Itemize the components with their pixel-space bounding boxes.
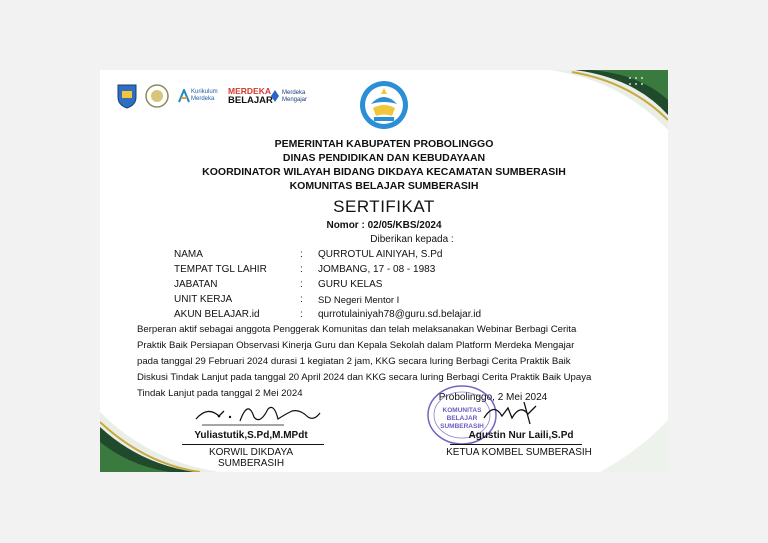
institution-seal-icon [144,84,170,108]
field-value-ttl: JOMBANG, 17 - 08 - 1983 [318,264,436,275]
body-line: Praktik Baik Persiapan Observasi Kinerja Guru dan Kepala Sekolah dalam Platform Merdeka Mengajar [137,340,575,351]
merdeka-mengajar-text: Merdeka Mengajar [282,90,308,103]
given-to-label: Diberikan kepada : [370,234,454,245]
field-value-nama: QURROTUL AINIYAH, S.Pd [318,249,443,260]
header-line-4: KOMUNITAS BELAJAR SUMBERASIH [289,180,479,192]
certificate [100,70,668,472]
signature-right-icon [480,398,560,428]
field-colon: : [300,279,303,290]
left-signatory-name: Yuliastutik,S.Pd,M.MPdt [194,430,308,441]
corner-decoration-top-right [530,70,668,140]
merdeka-mengajar-logo-icon [270,89,280,103]
merdeka-belajar-logo: MERDEKA BELAJAR [228,86,273,106]
certificate-number: Nomor : 02/05/KBS/2024 [326,220,442,231]
field-label-jabatan: JABATAN [174,279,218,290]
field-colon: : [300,294,303,305]
field-colon: : [300,264,303,275]
regency-emblem-icon [116,83,138,109]
left-signature-underline [182,444,324,445]
left-signatory-role: KORWIL DIKDAYA SUMBERASIH [208,447,294,469]
signature-left-icon [188,397,328,431]
field-colon: : [300,249,303,260]
place-and-date: Probolinggo, 2 Mei 2024 [438,392,548,403]
body-line: Diskusi Tindak Lanjut pada tanggal 20 April 2024 dan KKG secara luring Berbagi Cerita Praktik Baik Upaya [137,372,592,383]
field-colon: : [300,309,303,320]
field-label-nama: NAMA [174,249,203,260]
tut-wuri-handayani-emblem-icon [359,80,409,130]
kurikulum-merdeka-logo-icon [178,89,190,103]
field-value-akun: qurrotulainiyah78@guru.sd.belajar.id [318,309,482,320]
stamp-text: KOMUNITAS BELAJAR SUMBERASIH [440,407,484,430]
body-line: Berperan aktif sebagai anggota Penggerak Komunitas dan telah melaksanakan Webinar Berbagi Cerita [137,324,577,335]
right-signature-underline [450,444,582,445]
header-line-1: PEMERINTAH KABUPATEN PROBOLINGGO [274,138,494,150]
field-value-jabatan: GURU KELAS [318,279,383,290]
body-line: pada tanggal 29 Februari 2024 durasi 1 kegiatan 2 jam, KKG secara luring Berbagi Cerita Praktik Baik [137,356,571,367]
corner-decoration-bottom-right [600,420,668,472]
right-signatory-role: KETUA KOMBEL SUMBERASIH [446,447,592,458]
certificate-title: SERTIFIKAT [333,197,435,216]
header-line-2: DINAS PENDIDIKAN DAN KEBUDAYAAN [282,152,486,164]
right-signatory-name: Agustin Nur Laili,S.Pd [468,430,574,441]
field-label-ttl: TEMPAT TGL LAHIR [174,264,267,275]
field-label-unit-kerja: UNIT KERJA [174,294,233,305]
field-label-akun: AKUN BELAJAR.id [174,309,260,320]
header-line-3: KOORDINATOR WILAYAH BIDANG DIKDAYA KECAMATAN SUMBERASIH [202,166,566,178]
field-value-unit-kerja: SD Negeri Mentor I [318,295,400,306]
body-line: Tindak Lanjut pada tanggal 2 Mei 2024 [137,388,303,399]
kurikulum-merdeka-text: Kurikulum Merdeka [191,89,218,102]
